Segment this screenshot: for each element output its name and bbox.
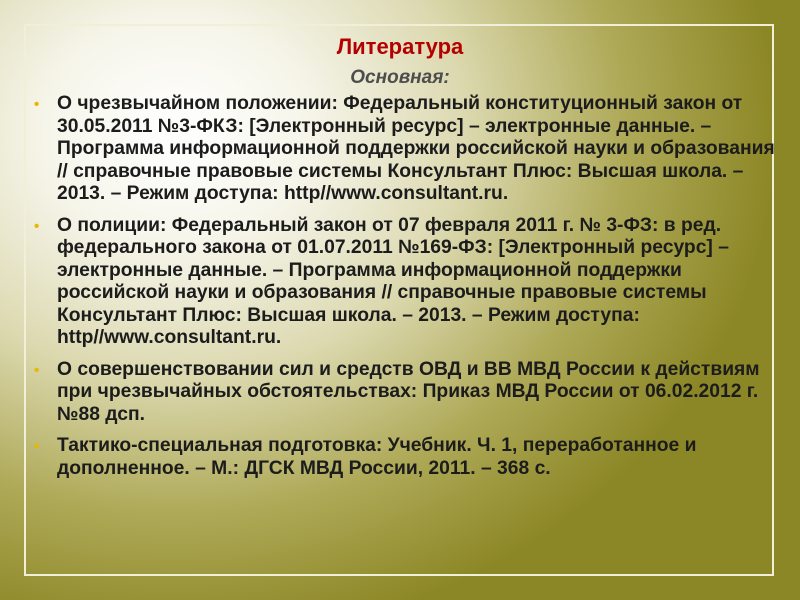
bullet-icon: • [34,438,40,455]
slide-title: Литература [336,34,464,59]
reference-text: О совершенствовании сил и средств ОВД и ВВ МВД России к действиям при чрезвычайных обстоятельствах: Приказ МВД России от 06.02.2012 г. №88 дсп. [57,358,760,425]
bullet-icon: • [34,96,40,113]
bullet-icon: • [34,217,40,235]
reference-text: О чрезвычайном положении: Федеральный конституционный закон от 30.05.2011 №3-ФКЗ: [Электронный ресурс] – электронные данные. – Программа информационной поддержки российской науки и образования // справочные правовые системы Консультант Плюс: Высшая школа. – 2013. – Режим доступа: http//www.consultant.ru. [57,93,775,204]
reference-item [34,359,776,427]
reference-item [34,93,776,206]
reference-item [34,435,776,480]
bullet-icon: • [34,361,40,379]
reference-text: Тактико-специальная подготовка: Учебник. Ч. 1, переработанное и дополненное. – М.: ДГСК МВД России, 2011. – 368 с. [57,435,697,479]
reference-list [34,93,776,489]
reference-text: О полиции: Федеральный закон от 07 февраля 2011 г. № 3-ФЗ: в ред. федерального закона от 01.07.2011 №169-ФЗ: [Электронный ресурс] – электронные данные. – Программа информационной поддержки российской науки и образования // справочные правовые системы Консультант Плюс: Высшая школа. – 2013. – Режим доступа: http//www.consultant.ru. [57,214,729,348]
reference-item [34,215,776,350]
slide-subtitle: Основная: [350,67,450,88]
